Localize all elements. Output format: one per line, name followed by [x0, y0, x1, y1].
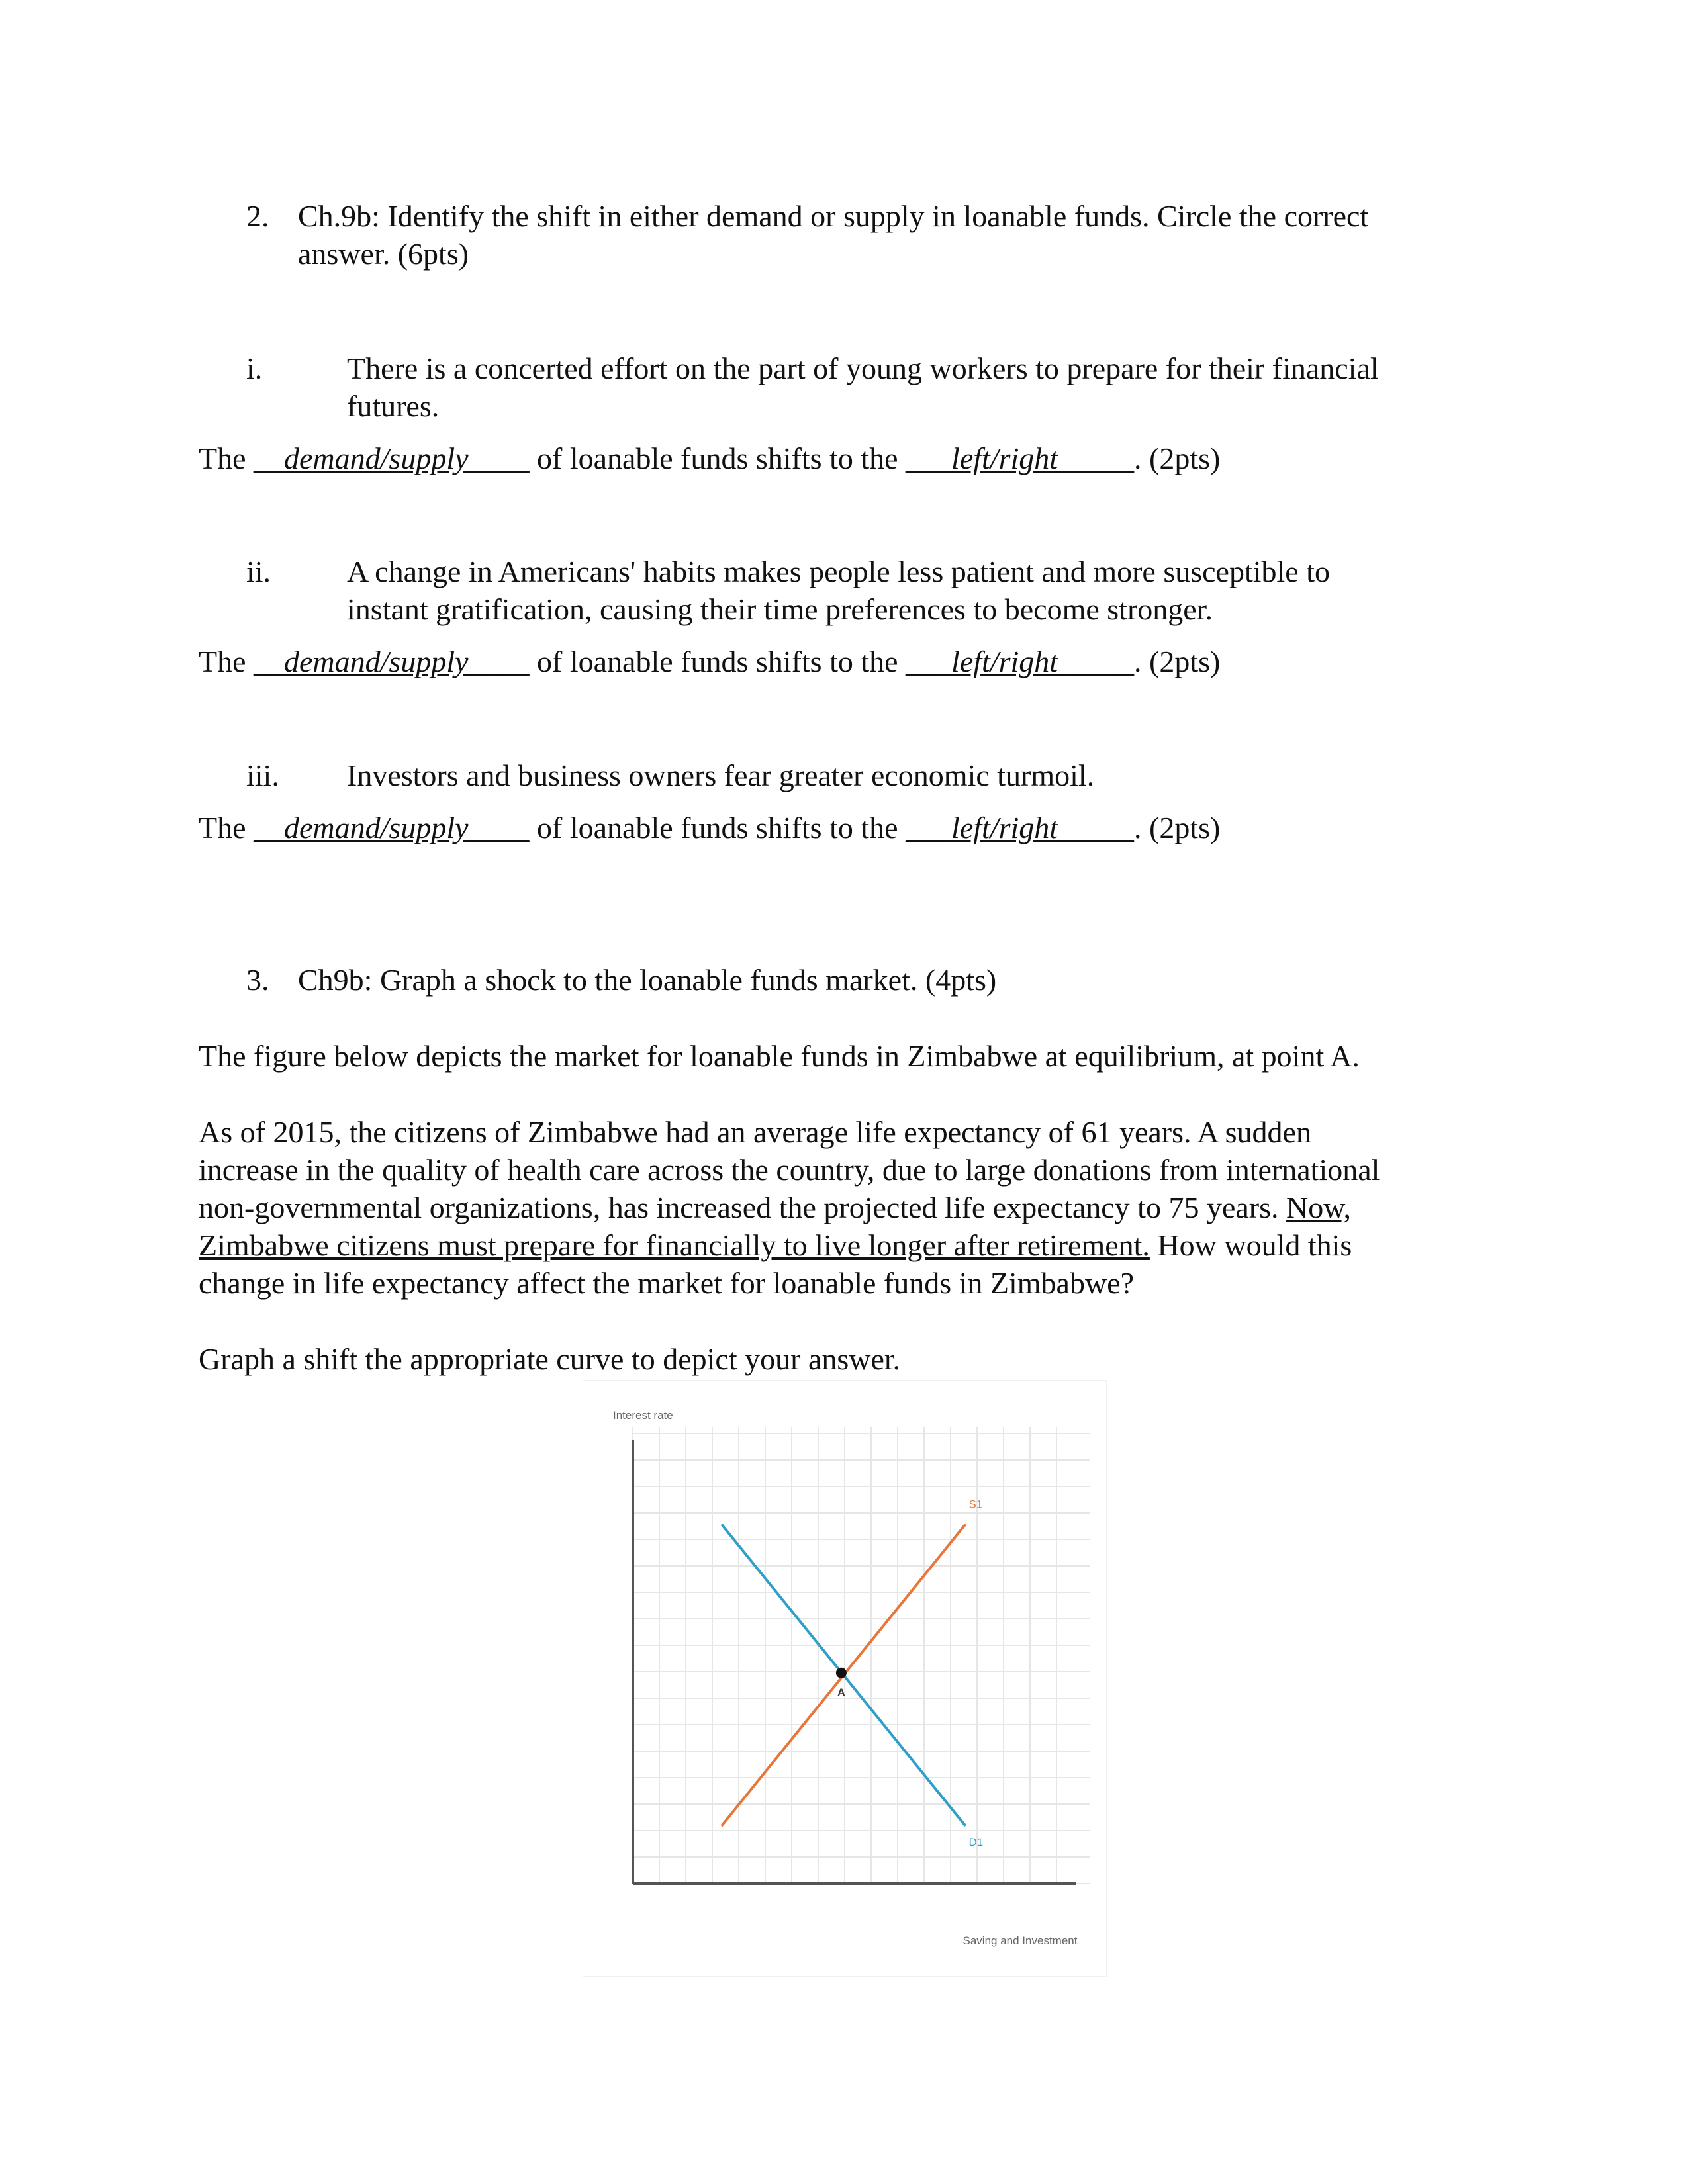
- q2-item-i-text-line1: There is a concerted effort on the part of young workers to prepare for their financial: [347, 351, 1379, 385]
- q2-title-line2: answer. (6pts): [298, 237, 469, 271]
- equilibrium-point: [836, 1668, 847, 1678]
- q3-intro: The figure below depicts the market for loanable funds in Zimbabwe at equilibrium, at point A.: [199, 1039, 1360, 1073]
- choice-left-right[interactable]: left/right: [951, 645, 1058, 678]
- series-layer: [722, 1498, 983, 1848]
- answer-points: . (2pts): [1134, 441, 1221, 475]
- q2-number: 2.: [246, 199, 269, 233]
- q3-para-line2: increase in the quality of health care across the country, due to large donations from international: [199, 1153, 1380, 1187]
- answer-middle: of loanable funds shifts to the: [537, 441, 898, 475]
- q2-item-i-numeral: i.: [246, 351, 263, 385]
- loanable-funds-chart: [583, 1381, 1106, 1976]
- q2-item-iii-numeral: iii.: [246, 758, 279, 792]
- q2-title-line1: Ch.9b: Identify the shift in either demand or supply in loanable funds. Circle the correct: [298, 199, 1369, 233]
- blank-trail: _____: [1058, 441, 1135, 475]
- q3-instruction: Graph a shift the appropriate curve to depict your answer.: [199, 1342, 901, 1376]
- blank-lead: ___: [906, 645, 952, 678]
- x-axis-label: Saving and Investment: [962, 1934, 1078, 1947]
- q3-para-line4-rest: How would this: [1157, 1228, 1352, 1262]
- blank-lead: __: [254, 441, 285, 475]
- q3-para-line5: change in life expectancy affect the market for loanable funds in Zimbabwe?: [199, 1266, 1135, 1300]
- answer-the: The: [199, 441, 246, 475]
- blank-trail: ____: [468, 645, 530, 678]
- choice-demand-supply[interactable]: demand/supply: [284, 645, 469, 678]
- answer-points: . (2pts): [1134, 645, 1221, 678]
- answer-the: The: [199, 645, 246, 678]
- blank-lead: __: [254, 811, 285, 844]
- series-label-d1: D1: [968, 1835, 984, 1848]
- q3-para-line4-underlined: Zimbabwe citizens must prepare for financially to live longer after retirement.: [199, 1228, 1150, 1262]
- q3-para-line3-underlined: Now,: [1286, 1191, 1351, 1224]
- choice-left-right[interactable]: left/right: [951, 441, 1058, 475]
- blank-lead: __: [254, 645, 285, 678]
- blank-lead: ___: [906, 811, 952, 844]
- choice-demand-supply[interactable]: demand/supply: [284, 441, 469, 475]
- q3-title: Ch9b: Graph a shock to the loanable funds market. (4pts): [298, 963, 997, 997]
- blank-trail: ____: [468, 441, 530, 475]
- q2-item-i-text-line2: futures.: [347, 389, 440, 423]
- q2-item-iii-answer-line: [199, 809, 1220, 846]
- q3-number: 3.: [246, 963, 269, 997]
- q3-para-line3: [199, 1189, 1351, 1226]
- q2-item-i-answer-line: [199, 439, 1220, 477]
- loanable-funds-graph: [583, 1380, 1107, 1977]
- answer-the: The: [199, 811, 246, 844]
- choice-demand-supply[interactable]: demand/supply: [284, 811, 469, 844]
- choice-left-right[interactable]: left/right: [951, 811, 1058, 844]
- blank-lead: ___: [906, 441, 952, 475]
- q3-para-line1: As of 2015, the citizens of Zimbabwe had an average life expectancy of 61 years. A sudden: [199, 1115, 1311, 1149]
- q3-para-line4: [199, 1226, 1352, 1264]
- q2-item-ii-answer-line: [199, 643, 1220, 680]
- q2-item-iii-text-line1: Investors and business owners fear greater economic turmoil.: [347, 758, 1095, 792]
- blank-trail: _____: [1058, 645, 1135, 678]
- q2-item-ii-text-line1: A change in Americans' habits makes people less patient and more susceptible to: [347, 555, 1331, 588]
- blank-trail: _____: [1058, 811, 1135, 844]
- q3-para-line3-text: non-governmental organizations, has increased the projected life expectancy to 75 years.: [199, 1191, 1279, 1224]
- equilibrium-label: A: [837, 1686, 846, 1699]
- blank-trail: ____: [468, 811, 530, 844]
- answer-middle: of loanable funds shifts to the: [537, 645, 898, 678]
- y-axis-label: Interest rate: [613, 1409, 673, 1422]
- q2-item-ii-numeral: ii.: [246, 555, 271, 588]
- q2-item-ii-text-line2: instant gratification, causing their time preferences to become stronger.: [347, 592, 1213, 626]
- answer-middle: of loanable funds shifts to the: [537, 811, 898, 844]
- answer-points: . (2pts): [1134, 811, 1221, 844]
- series-label-s1: S1: [968, 1498, 983, 1511]
